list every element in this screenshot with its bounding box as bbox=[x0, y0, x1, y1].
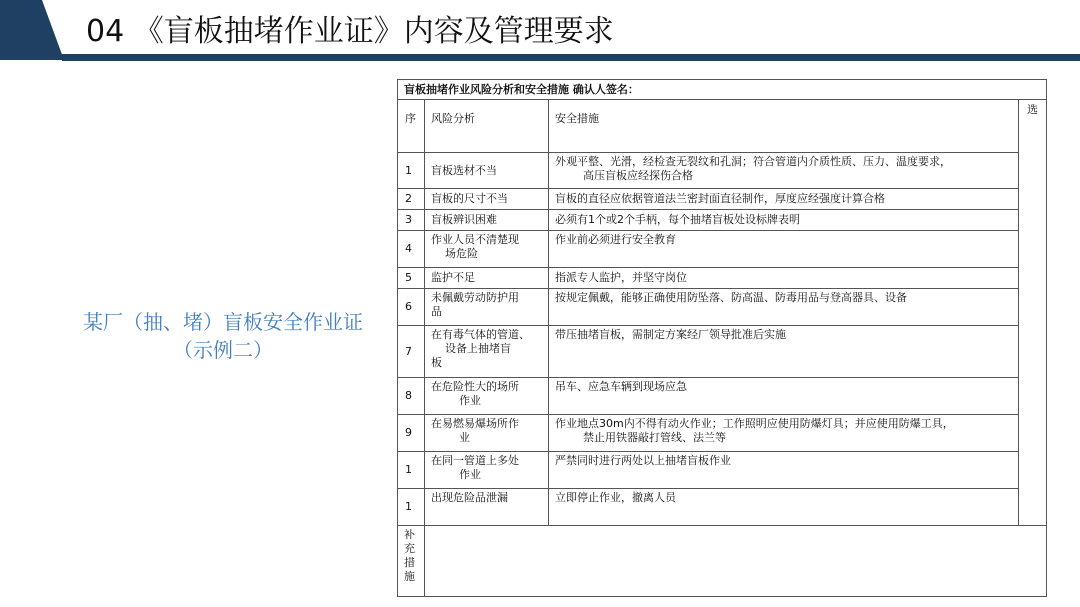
table-row bbox=[398, 489, 1047, 526]
table-row bbox=[398, 415, 1047, 452]
table-row bbox=[398, 326, 1047, 378]
row-risk: 在易燃易爆场所作 业 bbox=[425, 415, 549, 452]
table-header-row bbox=[398, 80, 1047, 100]
row-measure: 盲板的直径应依据管道法兰密封面直径制作，厚度应经强度计算合格 bbox=[549, 189, 1019, 210]
row-no: 6 bbox=[398, 289, 425, 326]
header-divider bbox=[62, 54, 1080, 61]
table-row bbox=[398, 153, 1047, 189]
row-risk: 监护不足 bbox=[425, 268, 549, 289]
row-risk: 作业人员不清楚现 场危险 bbox=[425, 231, 549, 268]
caption-line-2: （示例二） bbox=[173, 338, 273, 362]
row-measure: 指派专人监护，并坚守岗位 bbox=[549, 268, 1019, 289]
table-row bbox=[398, 452, 1047, 489]
page-title: 04 《盲板抽堵作业证》内容及管理要求 bbox=[86, 14, 614, 49]
row-measure: 带压抽堵盲板，需制定方案经厂领导批准后实施 bbox=[549, 326, 1019, 378]
column-header-no: 序 bbox=[398, 100, 425, 153]
row-measure: 必须有1个或2个手柄，每个抽堵盲板处设标牌表明 bbox=[549, 210, 1019, 231]
table-row bbox=[398, 210, 1047, 231]
row-measure: 立即停止作业，撤离人员 bbox=[549, 489, 1019, 526]
row-no: 3 bbox=[398, 210, 425, 231]
row-no: 2 bbox=[398, 189, 425, 210]
table-row bbox=[398, 378, 1047, 415]
column-header-risk: 风险分析 bbox=[425, 100, 549, 153]
supplement-label: 补充措施 bbox=[398, 526, 425, 597]
risk-analysis-header: 盲板抽堵作业风险分析和安全措施 确认人签名： bbox=[398, 80, 1047, 100]
supplement-content bbox=[425, 526, 1047, 597]
row-measure: 作业地点30m内不得有动火作业；工作照明应使用防爆灯具；并应使用防爆工具， 禁止用铁器敲打管线、法兰等 bbox=[549, 415, 1019, 452]
row-risk: 在有毒气体的管道、 设备上抽堵盲 板 bbox=[425, 326, 549, 378]
row-no: 7 bbox=[398, 326, 425, 378]
row-no: 9 bbox=[398, 415, 425, 452]
row-risk: 盲板辨识困难 bbox=[425, 210, 549, 231]
column-header-select: 选 bbox=[1019, 100, 1047, 526]
slide-caption bbox=[58, 308, 388, 364]
row-measure: 严禁同时进行两处以上抽堵盲板作业 bbox=[549, 452, 1019, 489]
column-header-row bbox=[398, 100, 1047, 153]
row-measure: 吊车、应急车辆到现场应急 bbox=[549, 378, 1019, 415]
certificate-table bbox=[397, 79, 1047, 597]
row-measure: 作业前必须进行安全教育 bbox=[549, 231, 1019, 268]
table-row bbox=[398, 268, 1047, 289]
row-risk: 在危险性大的场所 作业 bbox=[425, 378, 549, 415]
caption-line-1: 某厂（抽、堵）盲板安全作业证 bbox=[83, 310, 363, 334]
column-header-measure: 安全措施 bbox=[549, 100, 1019, 153]
row-no: 1 bbox=[398, 489, 425, 526]
row-measure: 按规定佩戴，能够正确使用防坠落、防高温、防毒用品与登高器具、设备 bbox=[549, 289, 1019, 326]
header-accent-shape bbox=[0, 0, 64, 60]
table-row bbox=[398, 289, 1047, 326]
row-no: 1 bbox=[398, 452, 425, 489]
row-risk: 盲板选材不当 bbox=[425, 153, 549, 189]
row-measure: 外观平整、光滑，经检查无裂纹和孔洞；符合管道内介质性质、压力、温度要求， 高压盲板应经探伤合格 bbox=[549, 153, 1019, 189]
row-risk: 在同一管道上多处 作业 bbox=[425, 452, 549, 489]
row-no: 5 bbox=[398, 268, 425, 289]
row-risk: 未佩戴劳动防护用 品 bbox=[425, 289, 549, 326]
row-risk: 出现危险品泄漏 bbox=[425, 489, 549, 526]
table-row bbox=[398, 189, 1047, 210]
table-row bbox=[398, 231, 1047, 268]
row-no: 1 bbox=[398, 153, 425, 189]
row-no: 4 bbox=[398, 231, 425, 268]
supplement-row bbox=[398, 526, 1047, 597]
row-risk: 盲板的尺寸不当 bbox=[425, 189, 549, 210]
row-no: 8 bbox=[398, 378, 425, 415]
